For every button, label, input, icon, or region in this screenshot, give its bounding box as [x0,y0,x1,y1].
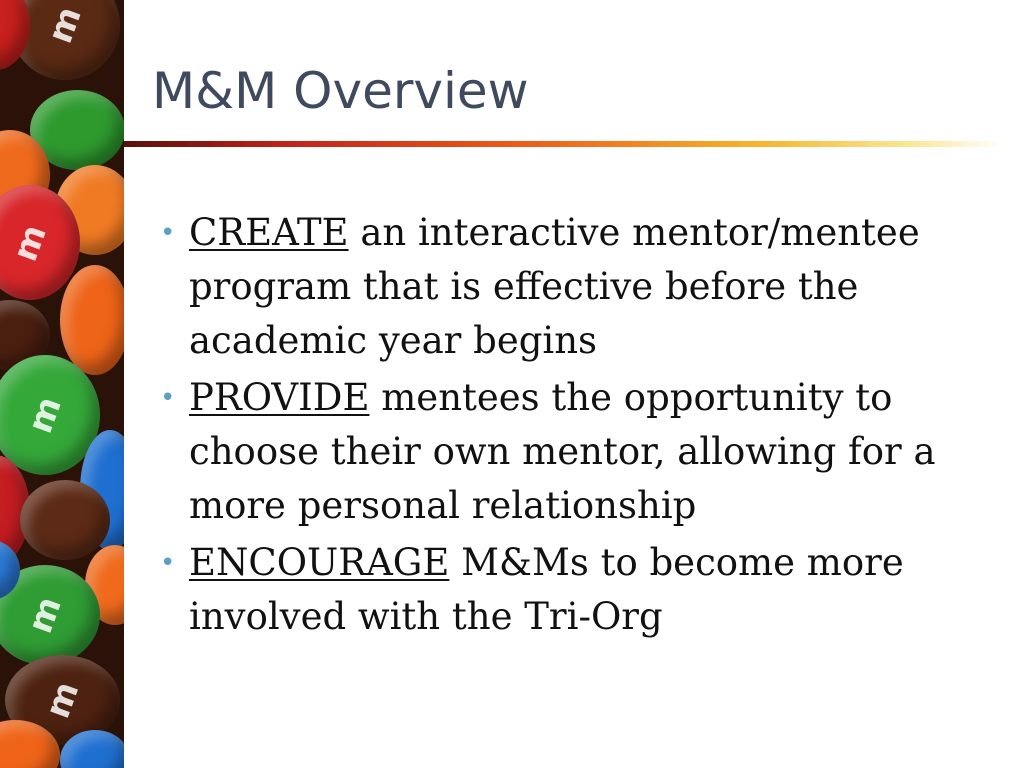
bullet-text: M&Ms to become more involved with the Tri-Org [189,541,904,638]
brown-candy [20,480,110,560]
bullet-keyword: PROVIDE [189,376,370,419]
slide-title: M&M Overview [152,62,529,120]
bullet-keyword: ENCOURAGE [189,541,450,584]
m-and-m-candies-photo [0,0,124,768]
bullet-text: an interactive mentor/mentee program that is effective before the academic year begins [189,211,920,362]
bullet-list [160,206,960,647]
bullet-item [160,206,960,368]
title-divider [124,141,1004,147]
orange-candy [60,265,124,375]
green-candy: m [0,355,100,475]
bullet-text: mentees the opportunity to choose their own mentor, allowing for a more personal relationship [189,376,936,527]
green-candy: m [0,565,100,665]
bullet-item [160,536,960,644]
brown-candy: m [10,0,120,80]
bullet-dot-icon: • [160,383,176,413]
bullet-keyword: CREATE [189,211,349,254]
bullet-dot-icon: • [160,218,176,248]
bullet-item [160,371,960,533]
brown-candy: m [5,655,120,745]
bullet-dot-icon: • [160,548,176,578]
red-candy: m [0,185,80,300]
